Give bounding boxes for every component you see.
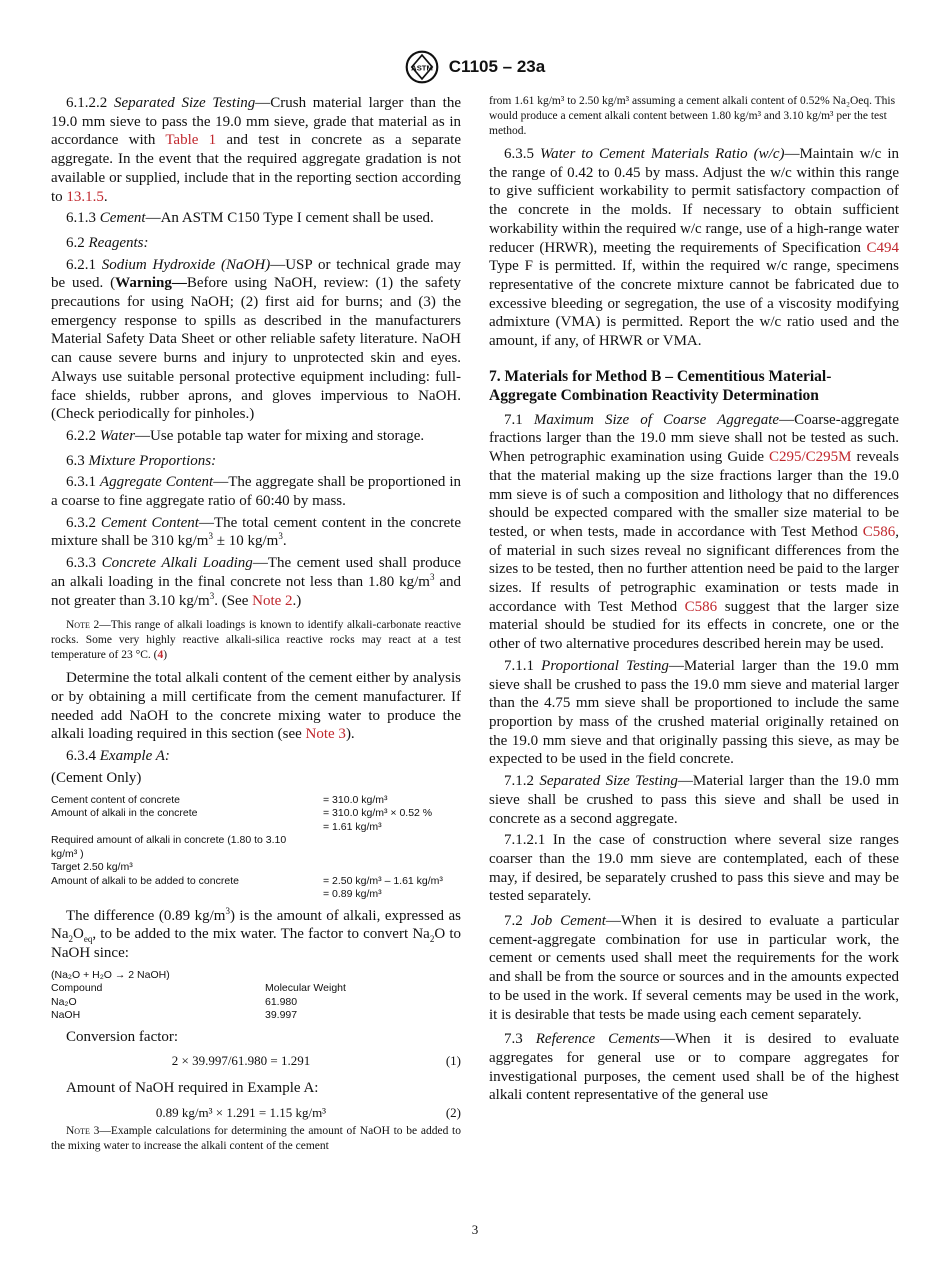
paragraph-6-2-1: 6.2.1 Sodium Hydroxide (NaOH)—USP or technical grade may be used. (Warning—Before using NaOH, review: (1) the safety precautions for using NaOH; (2) first aid for burns; and (3) the emergency response to spills as described in the manufacturers Material Safety Data Sheet or other reliable safety literature. NaOH can cause severe burns and injury to unprotected skin and eyes. Always use suitable personal protective equipment including: full-face shields, rubber aprons, and gloves impervious to NaOH. (Check periodically for pinholes.) [51, 256, 461, 423]
paragraph-6-3-4: 6.3.4 Example A: [66, 748, 170, 765]
section-13-1-5-link[interactable]: 13.1.5 [66, 188, 104, 205]
section-7-heading: 7. Materials for Method B – Cementitious Material-Aggregate Combination Reactivity Determination [489, 367, 832, 404]
paragraph-7-3: 7.3 Reference Cements—When it is desired to evaluate aggregates for general use or to compare aggregates for investigational purposes, the cement used shall be of the highest alkali content representative of the general use [489, 1031, 900, 1104]
table-row: Na₂O 61.980 [51, 995, 298, 1008]
table-row: = 1.61 kg/m³ [323, 820, 382, 833]
paragraph-7-1-2: 7.1.2 Separated Size Testing—Material larger than the 19.0 mm sieve shall be crushed to pass this sieve and shall be used in concrete as a second aggregate. [489, 773, 900, 827]
paragraph-6-1-3: 6.1.3 Cement—An ASTM C150 Type I cement shall be used. [66, 210, 434, 227]
equation-1: 2 × 39.997/61.980 = 1.291 (1) [171, 1053, 461, 1069]
paragraph-7-1: 7.1 Maximum Size of Coarse Aggregate—Coarse-aggregate fractions larger than the 19.0 mm sieve shall not be tested as such. When petrographic examination using Guide C295/C295M reveals that the material making up the size fractions larger than the 19.0 mm sieve is of such a composition and lithology that no differences should be expected compared with the smaller size material to be tested, or when tests, made in accordance with Test Method C586, of material in such sizes reveal no significant differences from the sizes to be tested, then no further attention need be paid to the larger sizes. If results of petrographic examination or tests made in accordance with Test Method C586 suggest that the larger size material should be studied for its effects in concrete, one or the other of two alternative procedures described herein may be used. [489, 411, 900, 653]
page-header [0, 50, 950, 84]
paragraph-6-3-3: 6.3.3 Concrete Alkali Loading—The cement used shall produce an alkali loading in the final concrete not less than 1.80 $kg/m^3$ and not greater than 3.10 $kg/m^3$. (See Note 2.) [51, 555, 461, 609]
document-designation: C1105 – 23a [448, 57, 546, 76]
paragraph-6-3: 6.3 Mixture Proportions: [66, 452, 217, 469]
paragraph-7-2: 7.2 Job Cement—When it is desired to evaluate a particular cement-aggregate combination for use in particular work, the cement or cements used shall meet the requirements for the work and shall be from the source or sources and in the amounts expected to be used in the work. If several cements may be used in the work, it is desirable that tests be made using each cement separately. [489, 913, 900, 1023]
left-column [51, 94, 461, 1160]
table-row: NaOH 39.997 [51, 1009, 298, 1022]
note-2-link[interactable]: Note 2 [252, 592, 293, 609]
right-column [489, 94, 899, 1108]
reaction-row: (Na₂O + H₂O → 2 NaOH) [51, 968, 170, 981]
paragraph-6-2: 6.2 Reagents: [66, 234, 149, 251]
table-row: = 0.89 kg/m³ [323, 888, 382, 900]
equation-2: 0.89 kg/m³ × 1.291 = 1.15 kg/m³ (2) [155, 1104, 461, 1120]
table-row: Target 2.50 kg/m³ [51, 861, 133, 873]
c295-link[interactable]: C295/C295M [769, 449, 852, 466]
paragraph-difference: The difference (0.89 $kg/m^3$) is the amount of alkali, expressed as $Na_2O_{eq}$, to be added to the mix water. The factor to convert $Na_2O$ to NaOH since: [51, 905, 462, 961]
table-row: kg/m³ ) [51, 847, 84, 860]
svg-text:ASTM: ASTM [410, 63, 433, 73]
conversion-factor-label: Conversion factor: [66, 1028, 179, 1045]
note-3-link[interactable]: Note 3 [305, 726, 346, 743]
amount-naoh-label: Amount of NaOH required in Example A: [66, 1080, 319, 1097]
paragraph-determine-alkali: Determine the total alkali content of the cement either by analysis or by obtaining a mill certificate from the cement manufacturer. If needed add NaOH to the concrete mixing water to produce the alkali loading required in this section (see Note 3). [51, 670, 461, 743]
reference-4-link[interactable]: 4 [157, 649, 164, 662]
table-1-link[interactable]: Table 1 [165, 132, 217, 149]
table-row: Cement content of concrete = 310.0 kg/m³ [51, 793, 388, 806]
molecular-weight-table [51, 969, 461, 1023]
paragraph-6-2-2: 6.2.2 Water—Use potable tap water for mixing and storage. [66, 427, 425, 444]
paragraph-6-3-5: 6.3.5 Water to Cement Materials Ratio (w/c)—Maintain w/c in the range of 0.42 to 0.45 by mass. Adjust the w/c within this range to give sufficient workability to permit satisfactory compaction of the concrete in the molds. If necessary to obtain sufficient workability within the required w/c range, use of a high-range water reducer (HRWR), meeting the requirements of Specification C494 Type F is permitted. If, within the required w/c range, specimens representative of the concrete mixture cannot be fabricated due to excessive bleeding or segregation, the use of a viscosity modifying admixture (VMA) is permitted. Report the w/c ratio used and the amount, if any, of HRWR or VMA. [489, 146, 900, 350]
c586-link[interactable]: C586 [862, 523, 896, 540]
note-2: Note 2—This range of alkali loadings is known to identify alkali-carbonate reactive rocks. Some very highly reactive alkali-silica reactive rocks may react at a test temperature of 23 °C. (4) [51, 619, 462, 662]
table-row: Amount of alkali to be added to concrete = 2.50 kg/m³ – 1.61 kg/m³ [51, 874, 443, 887]
c586-link-2[interactable]: C586 [684, 598, 718, 615]
astm-logo-icon [405, 50, 439, 84]
example-a-subtitle: (Cement Only) [51, 769, 142, 786]
paragraph-7-1-1: 7.1.1 Proportional Testing—Material larger than the 19.0 mm sieve shall be crushed to pass the 19.0 mm sieve and material larger than the 4.75 mm sieve shall be proportioned to include the same proportion by mass of the crushed material originally retained on the 19.0 mm sieve and that originally passing this sieve, as may be expected to be used in the field concrete. [489, 657, 899, 768]
table-row: Required amount of alkali in concrete (1.80 to 3.10 [51, 834, 287, 846]
note-3: Note 3—Example calculations for determining the amount of NaOH to be added to the mixing water to increase the alkali content of the cement [51, 1125, 461, 1153]
note-3-continued: from 1.61 kg/m³ to 2.50 kg/m³ assuming a cement alkali content of 0.52% Na₂Oeq. This would produce a cement alkali content between 1.80 kg/m³ and 3.10 kg/m³ per the test method. [489, 95, 896, 137]
paragraph-6-3-2: 6.3.2 Cement Content—The total cement content in the concrete mixture shall be 310 $kg/m^3 \pm 10$ $kg/m^3$. [51, 514, 461, 550]
paragraph-6-3-1: 6.3.1 Aggregate Content—The aggregate shall be proportioned in a coarse to fine aggregate ratio of 60:40 by mass. [51, 474, 461, 510]
example-a-table [51, 794, 461, 902]
paragraph-6-1-2-2: 6.1.2.2 Separated Size Testing—Crush material larger than the 19.0 mm sieve to pass the 19.0 mm sieve, grade that material as in accordance with Table 1 and test in concrete as a separate aggregate. In the event that the required aggregate gradation is not available or supplied, include that in the reporting section according to 13.1.5. [51, 95, 462, 205]
page-number: 3 [471, 1222, 479, 1237]
table-row: Compound Molecular Weight [51, 982, 346, 995]
table-row: Amount of alkali in the concrete = 310.0 kg/m³ × 0.52 % [51, 807, 433, 819]
c494-link[interactable]: C494 [866, 239, 899, 256]
paragraph-7-1-2-1: 7.1.2.1 In the case of construction where several size ranges coarser than the 19.0 mm sieve are contemplated, each of these may, if desired, be separately crushed to pass this sieve and may be tested separately. [489, 832, 899, 905]
